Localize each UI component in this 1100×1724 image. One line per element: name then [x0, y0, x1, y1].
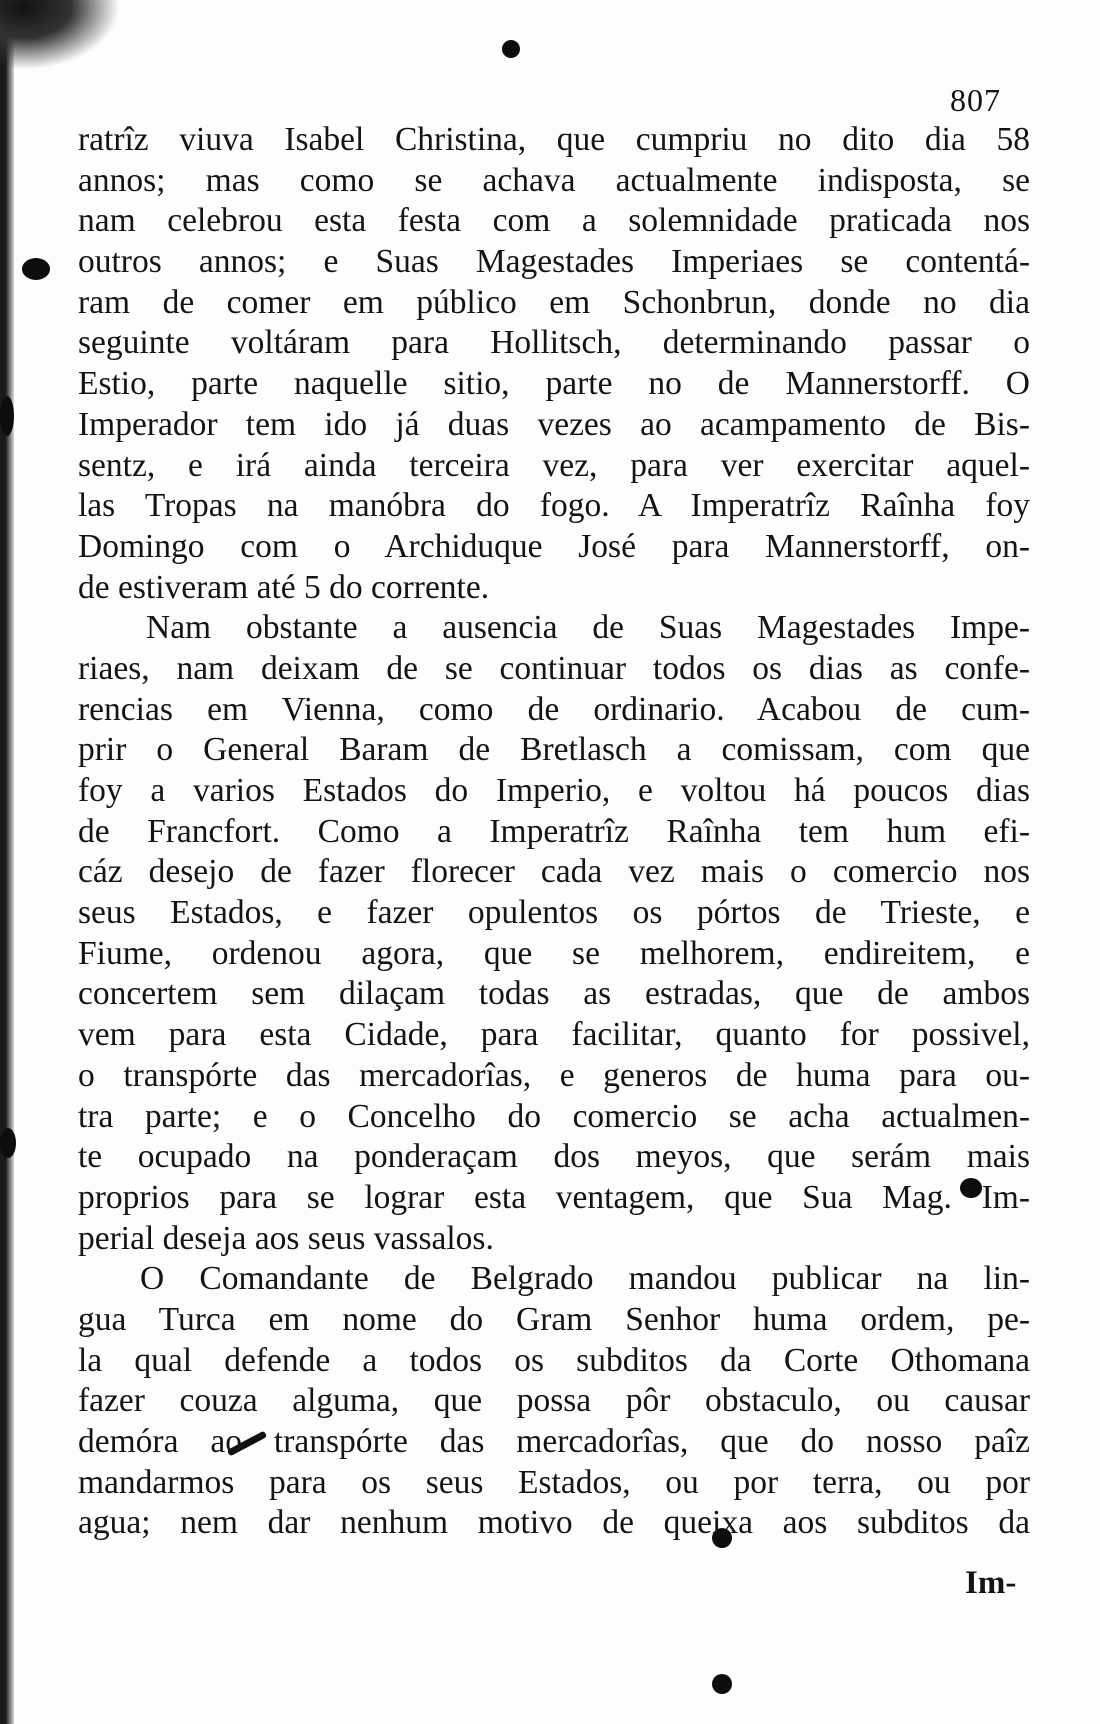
text-line: rencias em Vienna, como de ordinario. Acabou de cum-	[78, 690, 1030, 728]
text-line: tra parte; e o Concelho do comercio se acha actualmen-	[78, 1097, 1030, 1135]
text-line: foy a varios Estados do Imperio, e voltou há poucos dias	[78, 772, 1030, 809]
text-line: ratrîz viuva Isabel Christina, que cumpriu no dito dia 58	[78, 121, 1030, 158]
ink-blot	[502, 40, 520, 58]
text-line: seguinte voltáram para Hollitsch, determinando passar o	[78, 324, 1030, 362]
text-line: Domingo com o Archiduque José para Mannerstorff, on-	[78, 527, 1030, 565]
text-line: ram de comer em público em Schonbrun, donde no dia	[78, 283, 1030, 321]
catchword: Im-	[965, 1565, 1017, 1601]
text-line: proprios para se lograr esta ventagem, que Sua Mag. Im-	[78, 1178, 1030, 1216]
text-line: la qual defende a todos os subditos da Corte Othomana	[78, 1341, 1030, 1379]
body-text	[78, 120, 1030, 1544]
text-line: o transpórte das mercadorîas, e generos de huma para ou-	[78, 1056, 1030, 1094]
text-line: Estio, parte naquelle sitio, parte no de Mannerstorff. O	[78, 365, 1030, 403]
text-line: fazer couza alguma, que possa pôr obstaculo, ou causar	[78, 1382, 1030, 1420]
text-line: vem para esta Cidade, para facilitar, quanto for possivel,	[78, 1016, 1030, 1054]
text-line: mandarmos para os seus Estados, ou por terra, ou por	[78, 1463, 1030, 1501]
text-line: prir o General Baram de Bretlasch a comissam, com que	[78, 731, 1030, 769]
paragraph-start-line: O Comandante de Belgrado mandou publicar na lin-	[140, 1260, 1030, 1298]
text-line: sentz, e irá ainda terceira vez, para ver exercitar aquel-	[78, 446, 1030, 484]
text-line: te ocupado na ponderaçam dos meyos, que serám mais	[78, 1138, 1030, 1176]
ink-blot	[0, 1128, 16, 1158]
text-line: Imperador tem ido já duas vezes ao acampamento de Bis-	[78, 405, 1030, 443]
paragraph-start-line: Nam obstante a ausencia de Suas Magestades Impe-	[146, 609, 1030, 647]
ink-blot	[712, 1674, 732, 1694]
page-number: 807	[950, 82, 1001, 118]
text-line: Fiume, ordenou agora, que se melhorem, endireitem, e	[78, 934, 1030, 972]
text-line: nam celebrou esta festa com a solemnidade praticada nos	[78, 202, 1030, 240]
page-edge-shadow	[0, 0, 14, 1724]
text-line: demóra ao transpórte das mercadorîas, que do nosso paîz	[78, 1423, 1030, 1460]
corner-stain	[0, 0, 120, 70]
ink-blot	[22, 258, 50, 280]
text-line: gua Turca em nome do Gram Senhor huma ordem, pe-	[78, 1300, 1030, 1338]
text-line: perial deseja aos seus vassalos.	[78, 1219, 494, 1257]
text-line: cáz desejo de fazer florecer cada vez mais o comercio nos	[78, 853, 1030, 891]
text-line: riaes, nam deixam de se continuar todos os dias as confe-	[78, 649, 1030, 687]
text-line: seus Estados, e fazer opulentos os pórtos de Trieste, e	[78, 894, 1030, 932]
text-line: de estiveram até 5 do corrente.	[78, 568, 490, 606]
text-line: de Francfort. Como a Imperatrîz Raînha tem hum efi-	[78, 812, 1030, 850]
text-line: las Tropas na manóbra do fogo. A Imperatrîz Raînha foy	[78, 487, 1030, 525]
text-line: concertem sem dilaçam todas as estradas, que de ambos	[78, 975, 1030, 1013]
text-line: outros annos; e Suas Magestades Imperiaes se contentá-	[78, 243, 1030, 281]
ink-blot	[0, 396, 14, 436]
text-line: agua; nem dar nenhum motivo de queixa aos subditos da	[78, 1504, 1030, 1542]
text-line: annos; mas como se achava actualmente indisposta, se	[78, 161, 1030, 199]
